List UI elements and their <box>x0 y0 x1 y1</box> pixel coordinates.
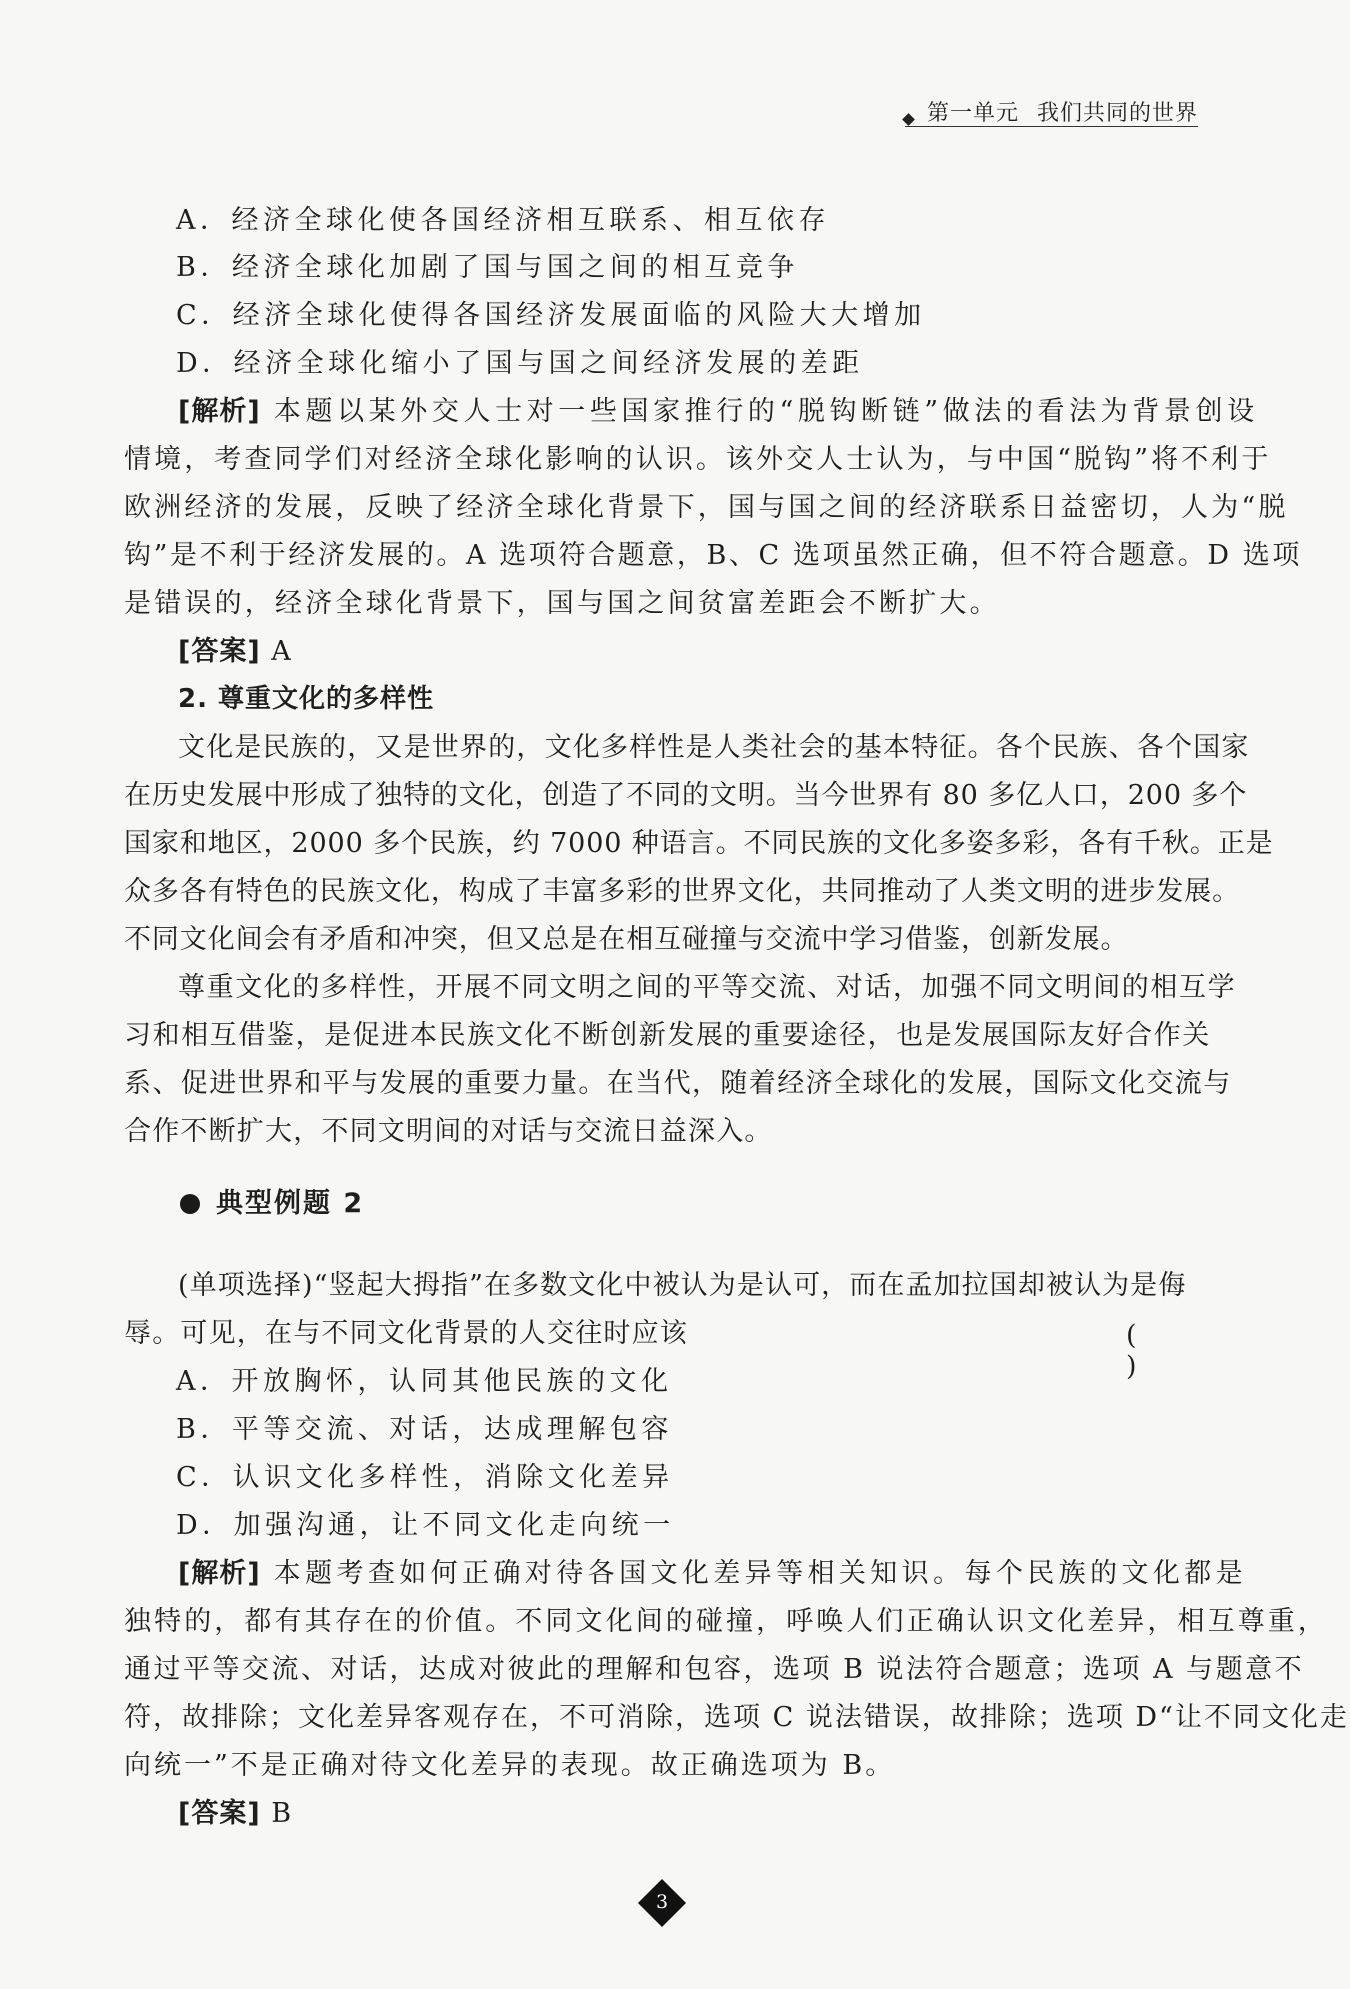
example-analysis-line-2: 独特的，都有其存在的价值。不同文化间的碰撞，呼唤人们正确认识文化差异，相互尊重， <box>124 1606 1328 1637</box>
answer-tag: [答案] <box>178 636 261 667</box>
example-option-b: B．平等交流、对话，达成理解包容 <box>176 1414 673 1445</box>
section-para1-line-1: 文化是民族的，又是世界的，文化多样性是人类社会的基本特征。各个民族、各个国家 <box>178 732 1250 763</box>
answer-value: A <box>271 636 293 667</box>
example-title: 典型例题 2 <box>180 1190 364 1217</box>
section-para2-line-4: 合作不断扩大，不同文明间的对话与交流日益深入。 <box>124 1116 773 1147</box>
analysis-tag: [解析] <box>178 396 261 427</box>
analysis-tag: [解析] <box>178 1558 261 1589</box>
q1-option-a: A．经济全球化使各国经济相互联系、相互依存 <box>176 205 830 236</box>
section-para1-line-3: 国家和地区，2000 多个民族，约 7000 种语言。不同民族的文化多姿多彩，各有千秋。正是 <box>124 828 1274 859</box>
q1-answer <box>178 638 293 665</box>
example-stem-line-1: (单项选择)“竖起大拇指”在多数文化中被认为是认可，而在孟加拉国却被认为是侮 <box>178 1270 1187 1301</box>
example-answer <box>178 1800 293 1827</box>
q1-option-b: B．经济全球化加剧了国与国之间的相互竞争 <box>176 252 799 283</box>
running-header <box>904 96 1198 127</box>
q1-analysis-line-2: 情境，考查同学们对经济全球化影响的认识。该外交人士认为，与中国“脱钩”将不利于 <box>124 444 1272 475</box>
section-para2-line-2: 习和相互借鉴，是促进本民族文化不断创新发展的重要途径，也是发展国际友好合作关 <box>124 1020 1211 1051</box>
section-para1-line-4: 众多各有特色的民族文化，构成了丰富多彩的世界文化，共同推动了人类文明的进步发展。 <box>124 876 1240 907</box>
example-analysis-line-1: [解析] 本题考查如何正确对待各国文化差异等相关知识。每个民族的文化都是 <box>178 1558 1248 1589</box>
bullet-icon <box>180 1194 200 1214</box>
section-para2-line-3: 系、促进世界和平与发展的重要力量。在当代，随着经济全球化的发展，国际文化交流与 <box>124 1068 1232 1099</box>
q1-option-d: D．经济全球化缩小了国与国之间经济发展的差距 <box>176 348 864 379</box>
q1-analysis-line-1: [解析] 本题以某外交人士对一些国家推行的“脱钩断链”做法的看法为背景创设 <box>178 396 1259 427</box>
q1-analysis-line-5: 是错误的，经济全球化背景下，国与国之间贫富差距会不断扩大。 <box>124 588 1000 619</box>
example-stem-line-2: 辱。可见，在与不同文化背景的人交往时应该 <box>124 1318 688 1349</box>
diamond-icon <box>902 113 915 126</box>
q1-option-c: C．经济全球化使得各国经济发展面临的风险大大增加 <box>176 300 926 331</box>
example-analysis-line-5: 向统一”不是正确对待文化差异的表现。故正确选项为 B。 <box>124 1750 896 1781</box>
page-number: 3 <box>639 1880 685 1926</box>
example-analysis-line-4: 符，故排除；文化差异客观存在，不可消除，选项 C 说法错误，故排除；选项 D“让不同文化走 <box>124 1702 1349 1733</box>
example-analysis-line-3: 通过平等交流、对话，达成对彼此的理解和包容，选项 B 说法符合题意；选项 A 与题意不 <box>124 1654 1305 1685</box>
unit-title: 我们共同的世界 <box>1036 101 1198 126</box>
example-option-d: D．加强沟通，让不同文化走向统一 <box>176 1510 675 1541</box>
header-rule <box>905 126 1198 127</box>
example-option-c: C．认识文化多样性，消除文化差异 <box>176 1462 674 1493</box>
unit-label: 第一单元 <box>926 101 1019 126</box>
q1-analysis-line-3: 欧洲经济的发展，反映了经济全球化背景下，国与国之间的经济联系日益密切，人为“脱 <box>124 492 1289 523</box>
q1-analysis-line-4: 钩”是不利于经济发展的。A 选项符合题意，B、C 选项虽然正确，但不符合题意。D 选项 <box>124 540 1302 571</box>
section-para1-line-2: 在历史发展中形成了独特的文化，创造了不同的文明。当今世界有 80 多亿人口，200 多个 <box>124 780 1248 811</box>
answer-parentheses: ( ) <box>1126 1320 1163 1382</box>
section-para1-line-5: 不同文化间会有矛盾和冲突，但又总是在相互碰撞与交流中学习借鉴，创新发展。 <box>124 924 1129 955</box>
section-para2-line-1: 尊重文化的多样性，开展不同文明之间的平等交流、对话，加强不同文明间的相互学 <box>178 972 1237 1003</box>
answer-value: B <box>271 1798 294 1829</box>
example-option-a: A．开放胸怀，认同其他民族的文化 <box>176 1366 673 1397</box>
answer-tag: [答案] <box>178 1798 261 1829</box>
section-title: 2. 尊重文化的多样性 <box>178 684 435 714</box>
